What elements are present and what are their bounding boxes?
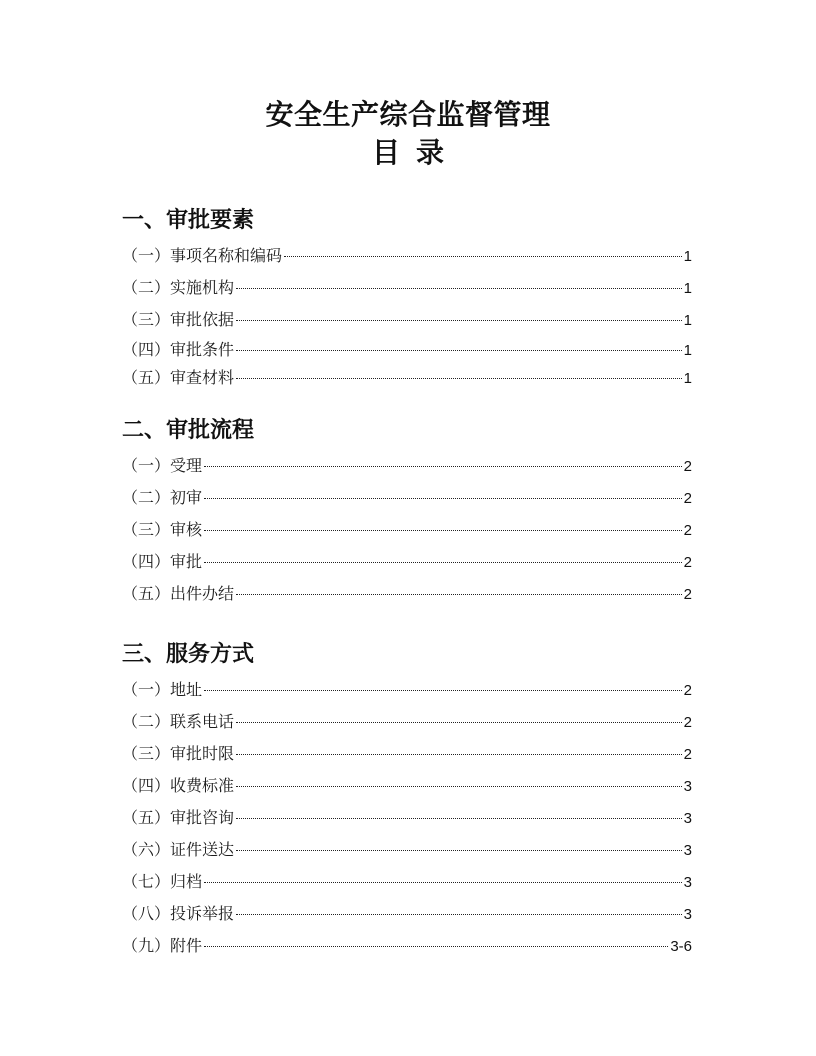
toc-entry-label: （一）事项名称和编码 bbox=[122, 246, 283, 265]
toc-entry[interactable] bbox=[122, 272, 692, 304]
section-heading: 一、审批要素 bbox=[122, 207, 255, 233]
toc-entry-label: （一）地址 bbox=[122, 680, 203, 699]
dot-leader bbox=[204, 466, 682, 467]
toc-entry[interactable] bbox=[122, 738, 692, 770]
toc-entry-label: （三）审批时限 bbox=[122, 744, 235, 763]
toc-entry-label: （四）审批条件 bbox=[122, 340, 235, 359]
toc-entry[interactable] bbox=[122, 674, 692, 706]
toc-entry-page: 1 bbox=[683, 370, 692, 387]
toc-list bbox=[122, 240, 692, 392]
toc-entry-page: 3 bbox=[683, 778, 692, 795]
toc-entry-label: （五）出件办结 bbox=[122, 584, 235, 603]
toc-entry[interactable] bbox=[122, 770, 692, 802]
toc-entry-page: 2 bbox=[683, 490, 692, 507]
toc-entry[interactable] bbox=[122, 834, 692, 866]
dot-leader bbox=[204, 530, 682, 531]
section-heading: 三、服务方式 bbox=[122, 641, 255, 667]
toc-entry[interactable] bbox=[122, 336, 692, 364]
toc-entry-page: 2 bbox=[683, 586, 692, 603]
dot-leader bbox=[236, 722, 682, 723]
dot-leader bbox=[284, 256, 682, 257]
toc-entry[interactable] bbox=[122, 706, 692, 738]
toc-entry[interactable] bbox=[122, 364, 692, 392]
toc-entry[interactable] bbox=[122, 514, 692, 546]
toc-entry-label: （一）受理 bbox=[122, 456, 203, 475]
toc-entry-label: （八）投诉举报 bbox=[122, 904, 235, 923]
dot-leader bbox=[236, 594, 682, 595]
dot-leader bbox=[204, 946, 668, 947]
toc-entry-label: （二）初审 bbox=[122, 488, 203, 507]
dot-leader bbox=[236, 378, 682, 379]
toc-entry-label: （三）审批依据 bbox=[122, 310, 235, 329]
toc-entry-page: 3 bbox=[683, 874, 692, 891]
toc-entry-page: 3 bbox=[683, 810, 692, 827]
toc-entry[interactable] bbox=[122, 450, 692, 482]
document-title: 安全生产综合监督管理 bbox=[265, 98, 551, 131]
dot-leader bbox=[236, 818, 682, 819]
dot-leader bbox=[204, 498, 682, 499]
toc-entry-label: （六）证件送达 bbox=[122, 840, 235, 859]
dot-leader bbox=[236, 850, 682, 851]
toc-entry-label: （七）归档 bbox=[122, 872, 203, 891]
toc-entry[interactable] bbox=[122, 482, 692, 514]
toc-entry-page: 1 bbox=[683, 312, 692, 329]
toc-entry[interactable] bbox=[122, 578, 692, 610]
toc-entry-page: 3 bbox=[683, 906, 692, 923]
toc-section-approval-elements bbox=[122, 206, 692, 392]
toc-entry[interactable] bbox=[122, 866, 692, 898]
toc-entry[interactable] bbox=[122, 240, 692, 272]
dot-leader bbox=[236, 786, 682, 787]
toc-list bbox=[122, 674, 692, 962]
toc-entry-label: （九）附件 bbox=[122, 936, 203, 955]
toc-entry-label: （二）联系电话 bbox=[122, 712, 235, 731]
dot-leader bbox=[204, 882, 682, 883]
toc-entry-label: （五）审查材料 bbox=[122, 368, 235, 387]
toc-entry-page: 2 bbox=[683, 746, 692, 763]
toc-entry[interactable] bbox=[122, 930, 692, 962]
dot-leader bbox=[236, 914, 682, 915]
section-heading: 二、审批流程 bbox=[122, 417, 255, 443]
toc-entry-label: （二）实施机构 bbox=[122, 278, 235, 297]
dot-leader bbox=[236, 754, 682, 755]
toc-entry[interactable] bbox=[122, 304, 692, 336]
toc-entry-page: 2 bbox=[683, 458, 692, 475]
toc-entry[interactable] bbox=[122, 546, 692, 578]
dot-leader bbox=[204, 690, 682, 691]
toc-entry-page: 2 bbox=[683, 714, 692, 731]
toc-entry-page: 3 bbox=[683, 842, 692, 859]
toc-entry-page: 2 bbox=[683, 522, 692, 539]
toc-entry-label: （三）审核 bbox=[122, 520, 203, 539]
toc-entry[interactable] bbox=[122, 898, 692, 930]
toc-section-service-methods bbox=[122, 640, 692, 962]
toc-entry[interactable] bbox=[122, 802, 692, 834]
dot-leader bbox=[204, 562, 682, 563]
dot-leader bbox=[236, 288, 682, 289]
toc-entry-label: （四）收费标准 bbox=[122, 776, 235, 795]
toc-entry-label: （四）审批 bbox=[122, 552, 203, 571]
toc-entry-page: 2 bbox=[683, 554, 692, 571]
toc-entry-page: 2 bbox=[683, 682, 692, 699]
toc-title: 目录 bbox=[371, 136, 460, 169]
toc-entry-page: 1 bbox=[683, 280, 692, 297]
toc-entry-page: 1 bbox=[683, 248, 692, 265]
toc-entry-page: 1 bbox=[683, 342, 692, 359]
toc-entry-page: 3-6 bbox=[670, 938, 692, 955]
toc-list bbox=[122, 450, 692, 610]
toc-entry-label: （五）审批咨询 bbox=[122, 808, 235, 827]
dot-leader bbox=[236, 320, 682, 321]
dot-leader bbox=[236, 350, 682, 351]
toc-section-approval-process bbox=[122, 416, 692, 610]
